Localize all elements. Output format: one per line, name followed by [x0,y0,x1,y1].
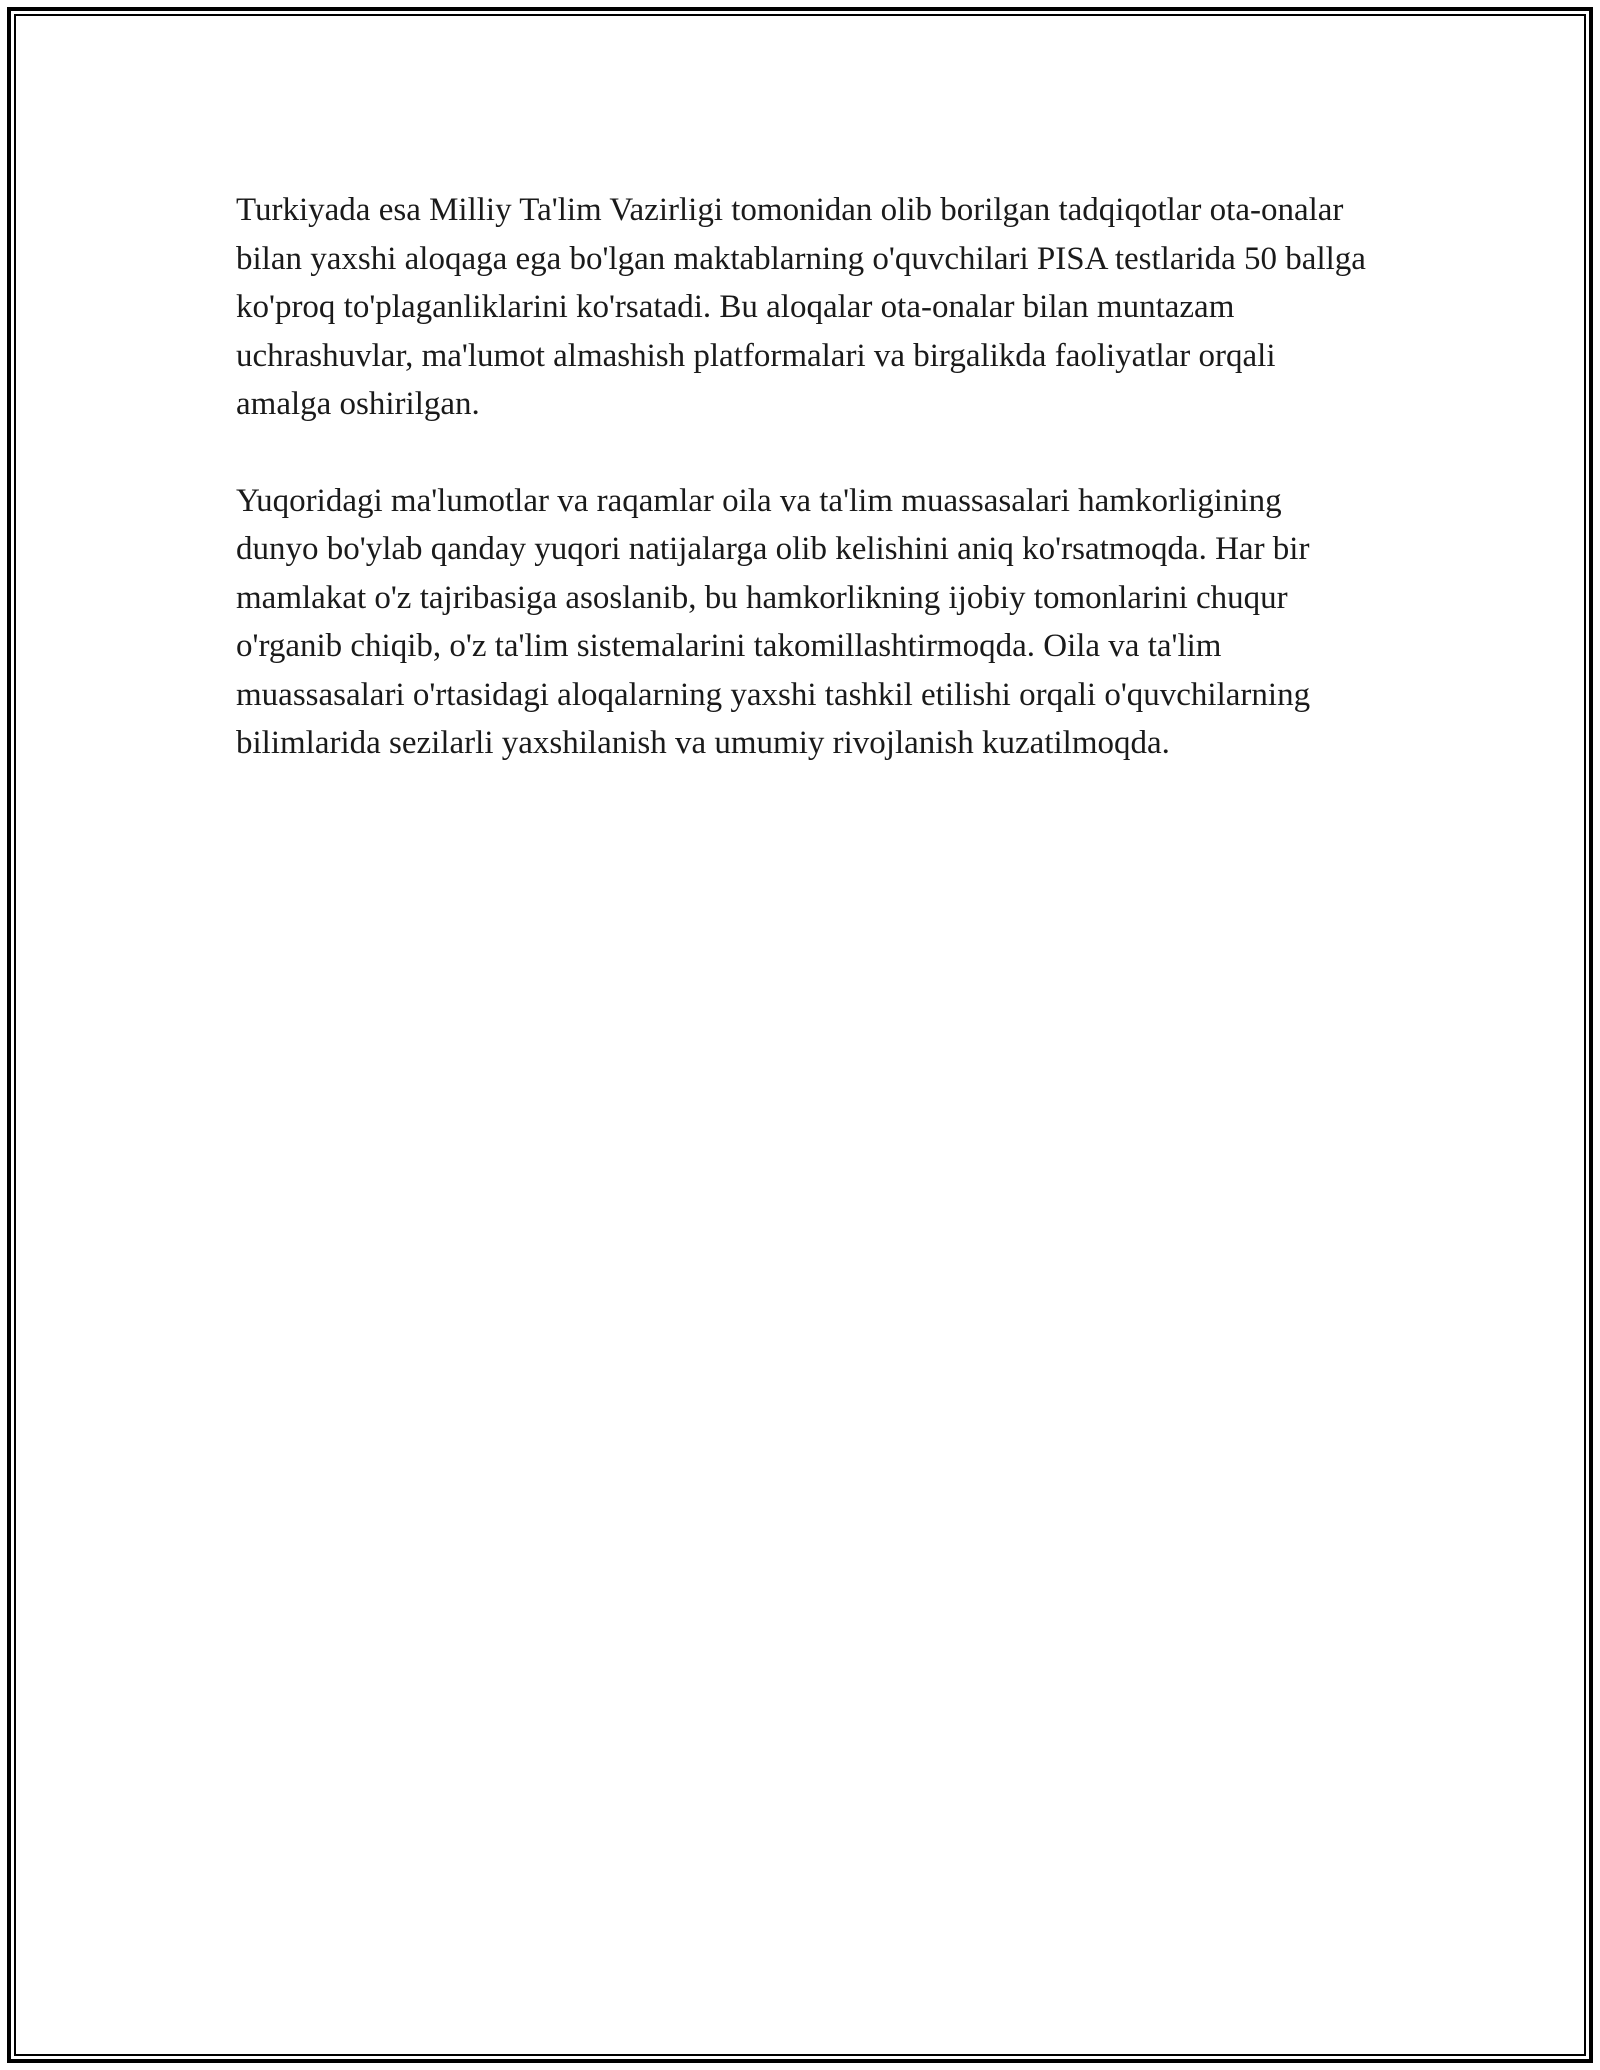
paragraph-2: Yuqoridagi ma'lumotlar va raqamlar oila va ta'lim muassasalari hamkorligining dunyo bo'ylab qanday yuqori natijalarga olib kelishini aniq ko'rsatmoqda. Har bir mamlakat o'z tajribasiga asoslanib, bu hamkorlikning ijobiy tomonlarini chuqur o'rganib chiqib, o'z ta'lim sistemalarini takomillashtirmoqda. Oila va ta'lim muassasalari o'rtasidagi aloqalarning yaxshi tashkil etilishi orqali o'quvchilarning bilimlarida sezilarli yaxshilanish va umumiy rivojlanish kuzatilmoqda. [236,482,1311,761]
paragraph-1: Turkiyada esa Milliy Ta'lim Vazirligi tomonidan olib borilgan tadqiqotlar ota-onalar bilan yaxshi aloqaga ega bo'lgan maktablarning o'quvchilari PISA testlarida 50 ballga ko'proq to'plaganliklarini ko'rsatadi. Bu aloqalar ota-onalar bilan muntazam uchrashuvlar, ma'lumot almashish platformalari va birgalikda faoliyatlar orqali amalga oshirilgan. [236,192,1366,422]
document-body [236,186,1366,816]
